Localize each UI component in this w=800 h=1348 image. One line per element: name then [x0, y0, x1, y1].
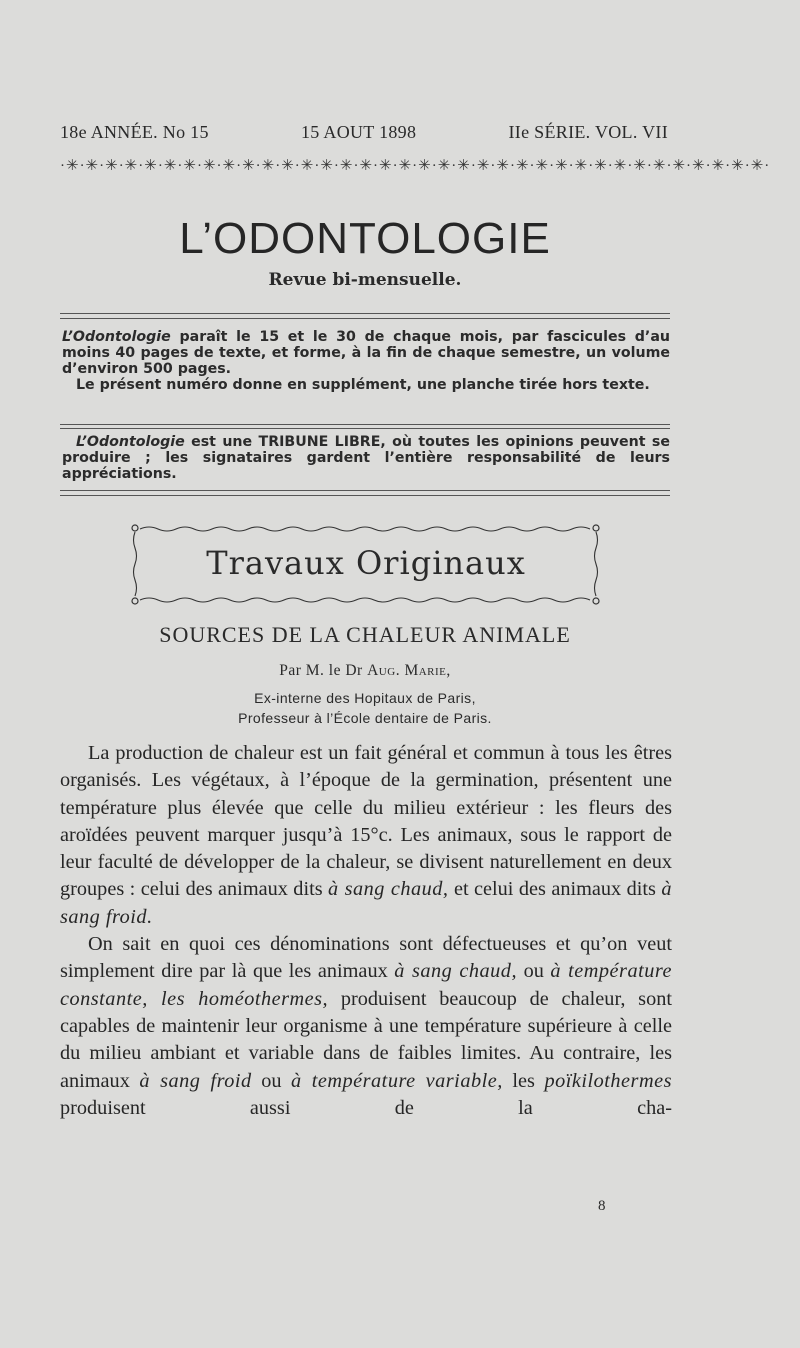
text-run: La production de chaleur est un fait général et commun à tous les êtres organisés. Les végétaux, à l’époque de la germination, présentent une température plus élevée que celle du milieu extérieur : les fleurs des aroïdées peuvent marquer jusqu’à 15°c. Les animaux, sous le rapport de leur faculté de développer de la chaleur, se divisent naturellement en deux groupes : celui des animaux dits [60, 742, 672, 901]
divider-rule [60, 313, 670, 314]
text-run: les [502, 1069, 545, 1092]
section-banner [132, 522, 600, 604]
italic-run: à sang froid [139, 1069, 252, 1092]
notice-journal-name: L’Odontologie [76, 434, 185, 450]
article-byline [0, 662, 730, 680]
text-run: On sait en quoi ces dénominations sont défectueuses et qu’on veut simplement dire par là que les animaux [60, 933, 672, 983]
italic-run: à température constante, les homéothermes, [60, 960, 673, 1010]
star-ornament-divider: ·✳·✳·✳·✳·✳·✳·✳·✳·✳·✳·✳·✳·✳·✳·✳·✳·✳·✳·✳·✳·✳·✳·✳·✳·✳·✳·✳·✳·✳·✳·✳·✳·✳·✳·✳·✳· [60, 158, 771, 174]
text-run: et celui des animaux dits [448, 878, 662, 901]
divider-rule [60, 490, 670, 491]
text-run: ou [251, 1069, 292, 1092]
journal-subtitle: Revue bi-mensuelle. [268, 270, 462, 290]
tribune-notice [62, 434, 670, 482]
divider-rule [60, 428, 670, 429]
paragraph [60, 740, 672, 931]
issue-series: IIe SÉRIE. VOL. VII [508, 122, 668, 142]
author-name: Aug. Marie, [367, 662, 451, 679]
divider-rule [60, 495, 670, 496]
page-number: 8 [598, 1198, 606, 1214]
section-title: Travaux Originaux [206, 544, 526, 582]
issue-number: 18e ANNÉE. No 15 [60, 122, 209, 142]
author-affiliation: Ex-interne des Hopitaux de Paris, [254, 690, 476, 706]
italic-run: à sang chaud, [394, 960, 518, 983]
article-body [60, 740, 672, 1122]
notice-supplement-text: Le présent numéro donne en supplément, une planche tirée hors texte. [76, 377, 650, 393]
italic-run: à sang chaud, [328, 878, 449, 901]
italic-run: à sang froid. [60, 878, 672, 928]
issue-date: 15 AOUT 1898 [301, 122, 417, 142]
publication-notice [62, 329, 670, 393]
article-title: SOURCES DE LA CHALEUR ANIMALE [159, 622, 571, 647]
text-run: produisent aussi de la cha- [60, 1096, 672, 1119]
italic-run: poïkilothermes [544, 1069, 672, 1092]
author-affiliation: Professeur à l’École dentaire de Paris. [238, 710, 492, 726]
text-run: ou [517, 960, 551, 983]
notice-journal-name: L’Odontologie [62, 329, 171, 345]
divider-rule [60, 424, 670, 425]
notice-schedule-text: paraît le 15 et le 30 de chaque mois, par fascicules d’au moins 40 pages de texte, et forme, à la fin de chaque semestre, un volume d’environ 500 pages. [62, 329, 670, 377]
paragraph [60, 931, 672, 1122]
byline-prefix: Par M. le Dr [279, 662, 368, 679]
italic-run: à température variable, [291, 1069, 503, 1092]
text-run: produisent beaucoup de chaleur, sont capables de maintenir leur organisme à une température supérieure à celle du milieu ambiant et variable dans de faibles limites. Au contraire, les animaux [60, 987, 672, 1092]
journal-title: L’ODONTOLOGIE [179, 214, 551, 263]
issue-header [60, 122, 668, 143]
notice-tribune-text: est une TRIBUNE LIBRE, où toutes les opinions peuvent se produire ; les signataires gardent l’entière responsabilité de leurs appréciations. [62, 434, 670, 482]
divider-rule [60, 318, 670, 319]
